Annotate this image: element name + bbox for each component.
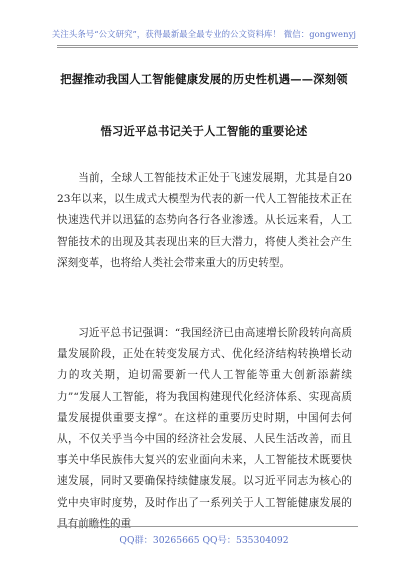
document-title-line-2: 悟习近平总书记关于人工智能的重要论述: [100, 124, 308, 138]
footer-contact: QQ群：30265665 QQ号：535304092: [119, 535, 289, 546]
body-paragraph-1: [57, 168, 352, 274]
header-rule: [57, 47, 358, 48]
paragraph-text: 当前，全球人工智能技术正处于飞速发展期，尤其是自2023年以来，以生成式大模型为代表的新一代人工智能技术正在快速迭代并以迅猛的态势向各行各业渗透。从长远来看，人工智能技术的出现及其表现出来的巨大潜力，将使人类社会产生深刻变革，也将给人类社会带来重大的历史转型。: [57, 172, 352, 269]
body-paragraph-2: [57, 323, 352, 535]
footer-rule: [57, 526, 358, 527]
header-notice: 关注头条号“公文研究”，获得最新最全最专业的公文资料库！ 微信：gongwenyj: [51, 29, 357, 39]
paragraph-text: 习近平总书记强调：“我国经济已由高速增长阶段转向高质量发展阶段，正处在转变发展方式、优化经济结构转换增长动力的攻关期，迫切需要新一代人工智能等重大创新添薪续力”“发展人工智能，将为我国构建现代化经济体系、实现高质量发展提供重要支撑”。在这样的重要历史时期，中国何去何从，不仅关乎当今中国的经济社会发展、人民生活改善，而且事关中华民族伟大复兴的宏业面向未来，人工智能技术既要快速发展，同时又要确保持续健康发展。以习近平同志为核心的党中央审时度势，及时作出了一系列关于人工智能健康发展的具有前瞻性的重: [57, 327, 352, 530]
document-title-line-1: 把握推动我国人工智能健康发展的历史性机遇——深刻领: [60, 72, 348, 86]
header-rule: [57, 45, 358, 46]
